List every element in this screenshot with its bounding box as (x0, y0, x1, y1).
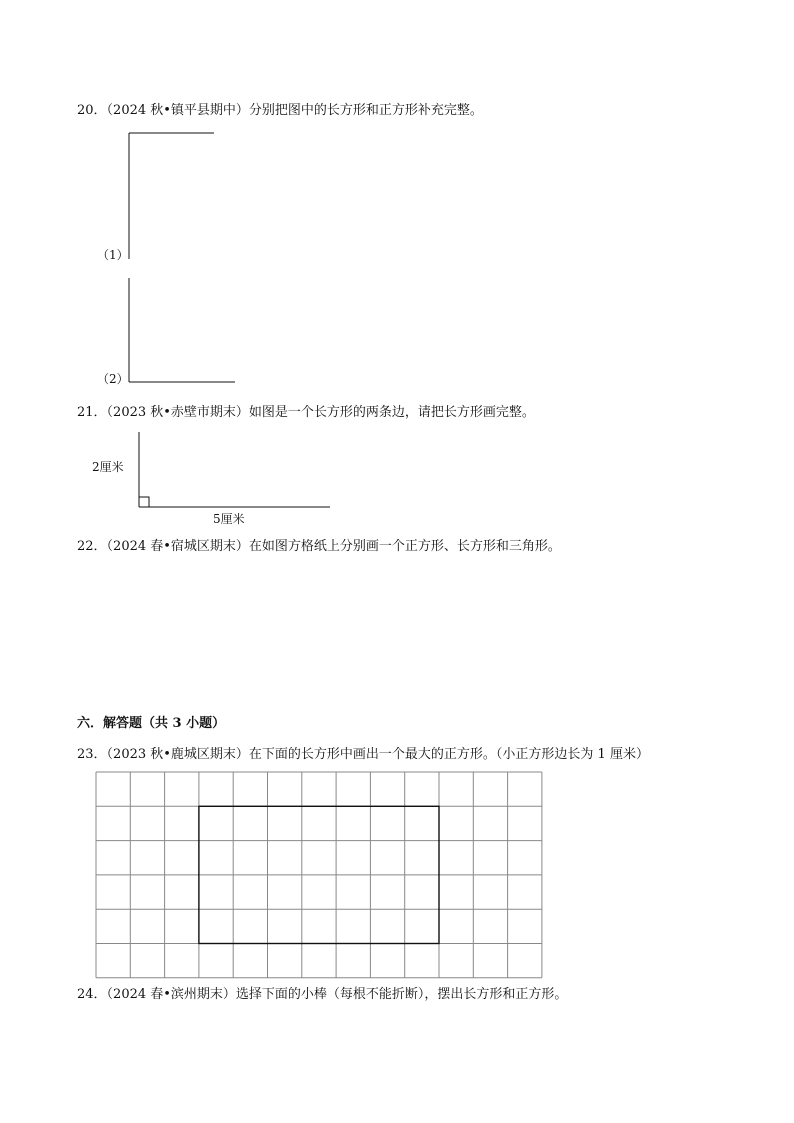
section-6-title: 六．解答题（共 3 小题） (77, 716, 226, 731)
question-20-text: 20．（2024 秋•镇平县期中）分别把图中的长方形和正方形补充完整。 (77, 103, 483, 118)
q20-figure-1 (129, 133, 214, 259)
q23-grid (96, 772, 542, 978)
side-long-label: 5厘米 (213, 512, 245, 526)
side-short-label: 2厘米 (92, 460, 124, 474)
question-22-text: 22．（2024 春•宿城区期末）在如图方格纸上分别画一个正方形、长方形和三角形。 (77, 539, 561, 554)
question-23-text: 23．（2023 秋•鹿城区期末）在下面的长方形中画出一个最大的正方形。（小正方形边长为 1 厘米） (77, 747, 649, 762)
question-24-text: 24．（2024 春•滨州期末）选择下面的小棒（每根不能折断），摆出长方形和正方形。 (77, 987, 568, 1002)
question-20-part-1-label: （1） (97, 248, 129, 262)
q21-figure (139, 432, 330, 507)
q20-figure-2 (129, 278, 235, 382)
question-20-part-2-label: （2） (97, 372, 129, 386)
right-angle-mark (139, 497, 149, 507)
question-21-text: 21．（2023 秋•赤壁市期末）如图是一个长方形的两条边，请把长方形画完整。 (77, 405, 535, 420)
